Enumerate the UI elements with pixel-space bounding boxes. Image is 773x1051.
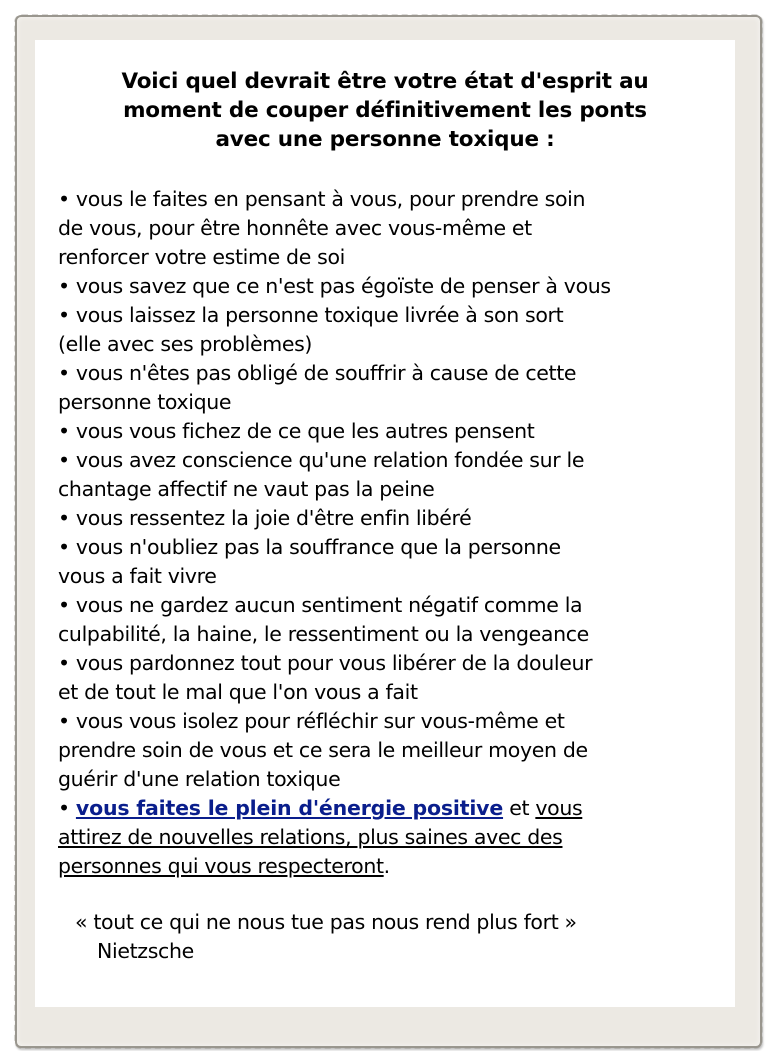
- list-item-line: • vous le faites en pensant à vous, pour prendre soin: [58, 187, 586, 211]
- list-item-line: personne toxique: [58, 390, 232, 414]
- connector-text: et: [503, 796, 536, 820]
- list-item-line: • vous ressentez la joie d'être enfin libéré: [58, 506, 472, 530]
- list-item: [58, 417, 730, 446]
- quote-block: [75, 908, 577, 966]
- list-item-line: • vous n'oubliez pas la souffrance que la personne: [58, 535, 561, 559]
- list-item-line: • vous pardonnez tout pour vous libérer de la douleur: [58, 651, 593, 675]
- list-item-line: renforcer votre estime de soi: [58, 245, 346, 269]
- quote-text: « tout ce qui ne nous tue pas nous rend plus fort »: [75, 910, 577, 934]
- list-item-line: • vous n'êtes pas obligé de souffrir à cause de cette: [58, 361, 577, 385]
- list-item-line: prendre soin de vous et ce sera le meilleur moyen de: [58, 738, 588, 762]
- underlined-text: attirez de nouvelles relations, plus saines avec des: [58, 825, 563, 849]
- underlined-text: vous: [535, 796, 583, 820]
- list-item: [58, 359, 730, 417]
- list-item-line: • vous ne gardez aucun sentiment négatif comme la: [58, 593, 583, 617]
- quote-author: Nietzsche: [97, 939, 194, 963]
- content-card: [35, 40, 735, 1007]
- bullet-list: [58, 185, 730, 881]
- list-item-last: [58, 794, 730, 881]
- list-item: [58, 446, 730, 504]
- list-item-line: et de tout le mal que l'on vous a fait: [58, 680, 418, 704]
- list-item: [58, 301, 730, 359]
- title-line: moment de couper définitivement les ponts: [123, 98, 647, 123]
- list-item: [58, 504, 730, 533]
- list-item: [58, 707, 730, 794]
- list-item: [58, 591, 730, 649]
- list-item-line: • vous savez que ce n'est pas égoïste de penser à vous: [58, 274, 611, 298]
- list-item-line: culpabilité, la haine, le ressentiment ou la vengeance: [58, 622, 589, 646]
- list-item: [58, 185, 730, 272]
- list-item-line: de vous, pour être honnête avec vous-même et: [58, 216, 532, 240]
- title-line: Voici quel devrait être votre état d'esprit au: [121, 69, 649, 94]
- list-item-line: chantage affectif ne vaut pas la peine: [58, 477, 435, 501]
- underlined-text: personnes qui vous respecteront: [58, 854, 384, 878]
- list-item-line: • vous vous isolez pour réfléchir sur vous-même et: [58, 709, 565, 733]
- page-title: [35, 67, 735, 154]
- energie-positive-link[interactable]: vous faites le plein d'énergie positive: [75, 796, 504, 820]
- period: .: [383, 854, 390, 878]
- list-item: [58, 272, 730, 301]
- list-item-line: • vous avez conscience qu'une relation fondée sur le: [58, 448, 585, 472]
- list-item-line: vous a fait vivre: [58, 564, 217, 588]
- title-line: avec une personne toxique :: [215, 127, 555, 152]
- list-item-line: • vous vous fichez de ce que les autres pensent: [58, 419, 535, 443]
- list-item: [58, 649, 730, 707]
- list-item-line: (elle avec ses problèmes): [58, 332, 313, 356]
- list-item-line: • vous laissez la personne toxique livrée à son sort: [58, 303, 564, 327]
- list-item-line: guérir d'une relation toxique: [58, 767, 341, 791]
- bullet: •: [58, 796, 76, 820]
- list-item: [58, 533, 730, 591]
